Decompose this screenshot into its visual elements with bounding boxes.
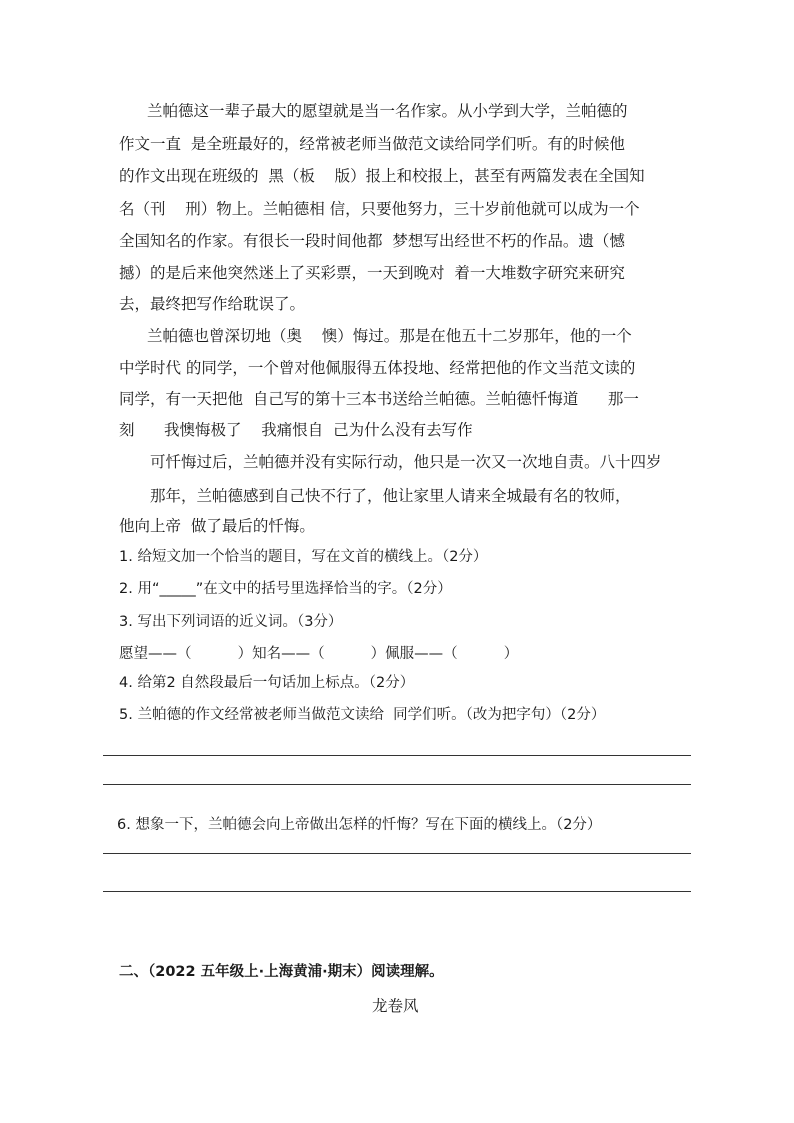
- passage-line: 撼）的是后来他突然迷上了买彩票，一天到晚对 着一大堆数字研究来研究: [119, 264, 625, 282]
- question-2: 2. 用“_____”在文中的括号里选择恰当的字。（2分）: [119, 581, 452, 597]
- passage-line: 的作文出现在班级的 黑（板 版）报上和校报上，甚至有两篇发表在全国知: [119, 167, 645, 185]
- passage-line: 同学，有一天把他 自己写的第十三本书送给兰帕德。兰帕德忏悔道 那一: [119, 390, 639, 408]
- passage-line: 兰帕德也曾深切地（奥 懊）悔过。那是在他五十二岁那年，他的一个: [147, 327, 632, 345]
- passage-line: 名（刊 刑）物上。兰帕德相 信，只要他努力，三十岁前他就可以成为一个: [119, 200, 640, 218]
- passage-line: 中学时代 的同学，一个曾对他佩服得五体投地、经常把他的作文当范文读的: [119, 359, 636, 377]
- question-3-items: 愿望——（ ）知名——（ ）佩服——（ ）: [119, 646, 519, 662]
- passage-line: 兰帕德这一辈子最大的愿望就是当一名作家。从小学到大学，兰帕德的: [147, 102, 628, 120]
- answer-line: [103, 755, 691, 756]
- question-6: 6. 想象一下，兰帕德会向上帝做出怎样的忏悔？写在下面的横线上。（2分）: [117, 817, 602, 833]
- question-3: 3. 写出下列词语的近义词。（3分）: [119, 614, 343, 630]
- question-5: 5. 兰帕德的作文经常被老师当做范文读给 同学们听。（改为把字句）（2分）: [119, 707, 606, 723]
- answer-line: [103, 784, 691, 785]
- passage-line: 刻 我懊悔极了 我痛恨自 己为什么没有去写作: [119, 421, 473, 439]
- passage-line: 作文一直 是全班最好的，经常被老师当做范文读给同学们听。有的时候他: [119, 135, 625, 153]
- passage-line: 那年，兰帕德感到自己快不行了，他让家里人请来全城最有名的牧师，: [150, 487, 631, 505]
- passage-title: 龙卷风: [372, 997, 419, 1015]
- passage-line: 去，最终把写作给耽误了。: [119, 295, 306, 313]
- question-4: 4. 给第2 自然段最后一句话加上标点。（2分）: [119, 675, 415, 691]
- answer-line: [103, 853, 691, 854]
- passage-line: 可忏悔过后，兰帕德并没有实际行动，他只是一次又一次地自责。八十四岁: [150, 453, 662, 471]
- passage-line: 他向上帝 做了最后的忏悔。: [119, 517, 315, 535]
- answer-line: [103, 891, 691, 892]
- section-heading: 二、（2022 五年级上·上海黄浦·期末）阅读理解。: [119, 964, 444, 980]
- passage-line: 全国知名的作家。有很长一段时间他都 梦想写出经世不朽的作品。遗（憾: [119, 232, 625, 250]
- question-1: 1. 给短文加一个恰当的题目，写在文首的横线上。（2分）: [119, 549, 488, 565]
